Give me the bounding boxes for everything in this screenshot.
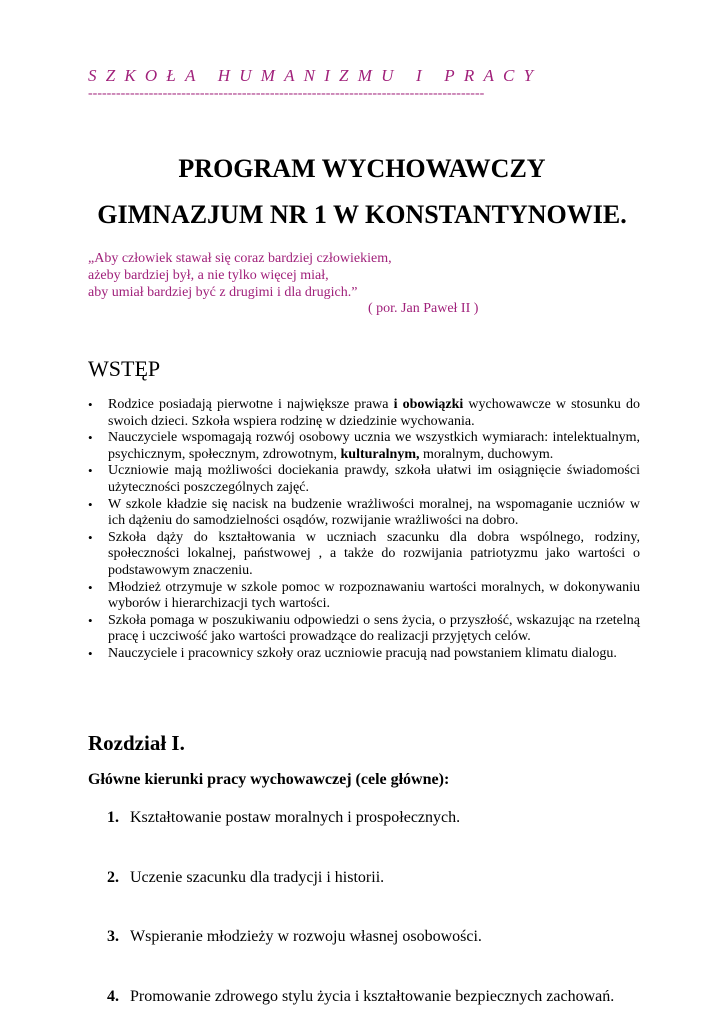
goal-item: 1. Kształtowanie postaw moralnych i prospołecznych. [107, 809, 461, 826]
list-item: • W szkole kładzie się nacisk na budzenie wrażliwości moralnej, na wspomaganie uczniów w ich dążeniu do samodzielności osądów, rozwijanie wrażliwości na dobro. [88, 497, 640, 530]
intro-heading: WSTĘP [88, 356, 161, 381]
goals-list [88, 808, 640, 1005]
list-item: • Nauczyciele i pracownicy szkoły oraz uczniowie pracują nad powstaniem klimatu dialogu. [88, 646, 640, 663]
chapter-heading: Rozdział I. [88, 731, 185, 755]
school-name: SZKOŁA HUMANIZMU I PRACY [88, 66, 543, 85]
goal-item: 2. Uczenie szacunku dla tradycji i historii. [107, 869, 385, 886]
motto-quote [88, 250, 648, 301]
list-item: • Rodzice posiadają pierwotne i największe prawa i obowiązki wychowawcze w stosunku do swoich dzieci. Szkoła wspiera rodzinę w dziedzinie wychowania. [88, 397, 640, 430]
intro-list [88, 397, 640, 663]
list-item: • Uczniowie mają możliwości dociekania prawdy, szkoła ułatwi im osiągnięcie świadomości użyteczności poszczególnych zajęć. [88, 463, 640, 496]
document-title-line1: PROGRAM WYCHOWAWCZY [178, 154, 546, 183]
quote-line: ażeby bardziej był, a nie tylko więcej miał, [88, 268, 329, 283]
document-title-line2: GIMNAZJUM NR 1 W KONSTANTYNOWIE. [97, 200, 627, 229]
list-item: • Nauczyciele wspomagają rozwój osobowy ucznia we wszystkich wymiarach: intelektualnym, psychicznym, społecznym, zdrowotnym, kulturalnym, moralnym, duchowym. [88, 430, 640, 463]
list-item: • Szkoła pomaga w poszukiwaniu odpowiedzi o sens życia, o przyszłość, wskazując na rzetelną pracę i uczciwość jako wartości prowadzące do realizacji przyjętych celów. [88, 613, 640, 646]
quote-line: „Aby człowiek stawał się coraz bardziej człowiekiem, [88, 251, 392, 266]
quote-line: aby umiał bardziej być z drugimi i dla drugich.” [88, 285, 358, 300]
quote-source: ( por. Jan Paweł II ) [368, 301, 479, 316]
list-item: • Szkoła dąży do kształtowania w uczniach szacunku dla dobra wspólnego, rodziny, społeczności lokalnej, państwowej , a także do rozwijania patriotyzmu jako wartości o podstawowym znaczeniu. [88, 530, 640, 580]
header-divider: ------------------------------------------------------------------------------------- [88, 86, 485, 101]
goal-item: 4. Promowanie zdrowego stylu życia i kształtowanie bezpiecznych zachowań. [107, 988, 615, 1005]
list-item: • Młodzież otrzymuje w szkole pomoc w rozpoznawaniu wartości moralnych, w dokonywaniu wyborów i hierarchizacji tych wartości. [88, 580, 640, 613]
goal-item: 3. Wspieranie młodzieży w rozwoju własnej osobowości. [107, 928, 482, 945]
chapter-subheading: Główne kierunki pracy wychowawczej (cele główne): [88, 771, 450, 788]
